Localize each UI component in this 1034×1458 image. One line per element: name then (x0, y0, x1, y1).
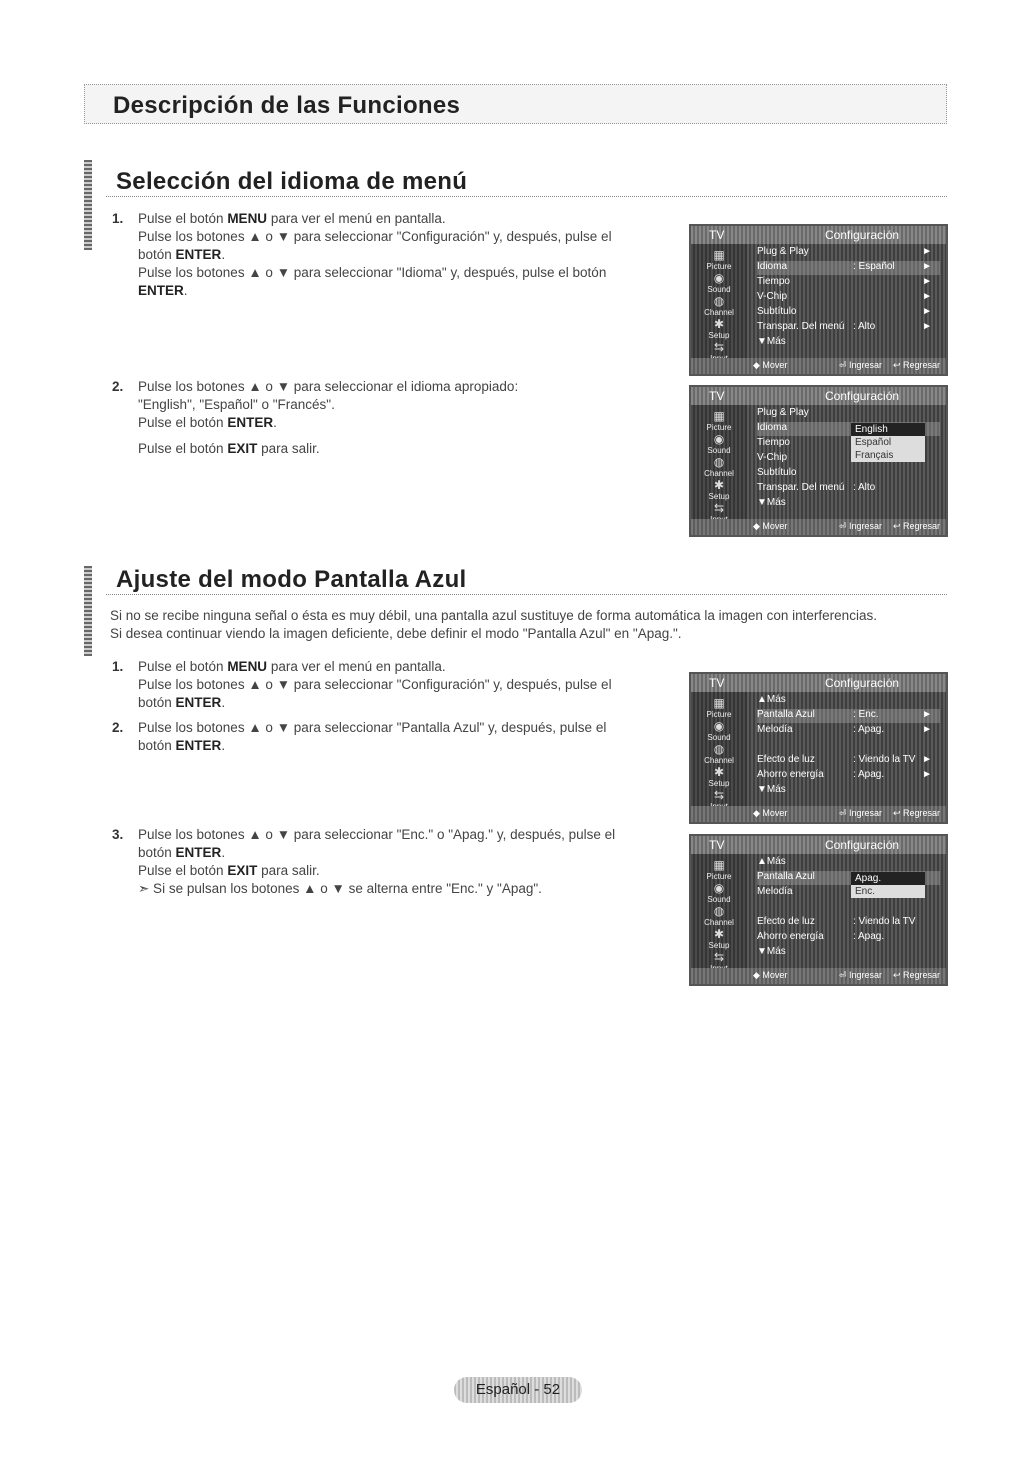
channel-icon: ◍ (713, 742, 725, 756)
tv-label: TV (709, 676, 725, 690)
arrow-right-icon: ► (922, 291, 932, 302)
step-text (138, 210, 612, 300)
tv-title-bar (691, 674, 946, 692)
tv-row-label: Subtítulo (757, 467, 797, 478)
channel-icon: ◍ (713, 294, 725, 308)
arrow-right-icon: ► (922, 321, 932, 332)
sound-icon: ◉ (713, 881, 725, 895)
text-line: Si no se recibe ninguna señal o ésta es muy débil, una pantalla azul sustituye de forma automática la imagen con interferencias. (110, 608, 877, 623)
tv-row-value: : Español (853, 261, 895, 272)
text-line: botón ENTER. (138, 845, 226, 860)
tv-title-bar (691, 226, 946, 244)
arrow-right-icon: ► (922, 724, 932, 735)
return-hint: ↩ Regresar (893, 360, 941, 370)
text-line: Pulse los botones ▲ o ▼ para seleccionar "Configuración" y, después, pulse el (138, 677, 612, 692)
text-line: Pulse el botón EXIT para salir. (138, 863, 320, 878)
tv-side-label: Sound (707, 733, 731, 742)
tv-menu-row (757, 291, 940, 305)
tv-row-label: Transpar. Del menú (757, 321, 845, 332)
step-2-idioma (112, 378, 672, 478)
tv-option: Enc. (855, 886, 876, 897)
tv-menu-row (757, 709, 940, 723)
tv-side-label: Channel (704, 308, 734, 317)
tv-menu-row (757, 482, 940, 496)
page-number-badge: Español - 52 (454, 1377, 582, 1403)
tv-row-label: Pantalla Azul (757, 871, 815, 882)
tv-menu-row (757, 497, 940, 511)
tv-row-value: : Apag. (853, 769, 885, 780)
tv-menu-row (757, 754, 940, 768)
step-text (138, 826, 615, 898)
sound-icon: ◉ (713, 432, 725, 446)
tv-menu-title: Configuración (825, 676, 900, 690)
text-line: Pulse el botón EXIT para salir. (138, 441, 320, 456)
step-2-azul (112, 719, 672, 759)
tv-side-menu (691, 692, 747, 806)
tv-title-bar (691, 387, 946, 405)
tv-row-label: Melodía (757, 886, 793, 897)
tv-row-value: : Alto (853, 321, 876, 332)
text-line: Pulse el botón MENU para ver el menú en pantalla. (138, 659, 446, 674)
return-hint: ↩ Regresar (893, 808, 941, 818)
tv-side-label: Sound (707, 446, 731, 455)
tv-menu-row (757, 916, 940, 930)
tv-row-label: Efecto de luz (757, 754, 815, 765)
tv-bottom-bar (691, 806, 946, 822)
text-line: botón ENTER. (138, 247, 226, 262)
tv-row-label: Ahorro energía (757, 931, 824, 942)
tv-row-label: ▼Más (757, 497, 786, 508)
tv-menu-title: Configuración (825, 389, 900, 403)
tv-menu-row (757, 694, 940, 708)
text-line: Si desea continuar viendo la imagen deficiente, debe definir el modo "Pantalla Azul" en "Apag.". (110, 626, 682, 641)
tv-option: Apag. (851, 872, 925, 885)
enter-hint: ⏎ Ingresar (839, 970, 883, 980)
tv-row-value: : Apag. (853, 931, 885, 942)
arrow-right-icon: ► (922, 261, 932, 272)
input-icon: ⇆ (713, 950, 725, 964)
input-icon: ⇆ (713, 788, 725, 802)
setup-icon: ✱ (713, 317, 725, 331)
sound-icon: ◉ (713, 271, 725, 285)
sound-icon: ◉ (713, 719, 725, 733)
tv-row-label: Melodía (757, 724, 793, 735)
tv-row-label: Tiempo (757, 437, 790, 448)
input-icon: ⇆ (713, 340, 725, 354)
tv-side-label: Sound (707, 895, 731, 904)
tv-menu-row (757, 306, 940, 320)
tv-option: Français (855, 450, 894, 461)
arrow-right-icon: ► (922, 306, 932, 317)
tv-menu-row (757, 246, 940, 260)
tv-row-label: Tiempo (757, 276, 790, 287)
move-hint: ◆ Mover (753, 808, 788, 818)
picture-icon: ▦ (713, 696, 725, 710)
tv-menu-row (757, 739, 940, 753)
text-line: Pulse el botón ENTER. (138, 415, 277, 430)
tv-option: English (851, 423, 925, 436)
tv-label: TV (709, 389, 725, 403)
tv-menu-row (757, 407, 940, 421)
tv-bottom-bar (691, 358, 946, 374)
tv-label: TV (709, 838, 725, 852)
text-line: "English", "Español" o "Francés". (138, 397, 335, 412)
text-line: Pulse el botón MENU para ver el menú en pantalla. (138, 211, 446, 226)
text-line: ENTER. (138, 283, 188, 298)
tv-option-popup (851, 423, 925, 462)
tv-menu-row (757, 946, 940, 960)
channel-icon: ◍ (713, 455, 725, 469)
move-hint: ◆ Mover (753, 360, 788, 370)
tv-side-label: Setup (708, 779, 730, 788)
step-1-azul (112, 658, 672, 718)
tv-menu-row (757, 931, 940, 945)
tv-row-value: : Viendo la TV (853, 754, 916, 765)
picture-icon: ▦ (713, 248, 725, 262)
step-text (138, 378, 518, 458)
tv-side-label: Channel (704, 756, 734, 765)
text-line: Pulse los botones ▲ o ▼ para seleccionar "Enc." o "Apag." y, después, pulse el (138, 827, 616, 842)
step-number: 3. (112, 827, 124, 842)
tv-side-label: Setup (708, 941, 730, 950)
step-1-idioma (112, 210, 672, 310)
return-hint: ↩ Regresar (893, 970, 941, 980)
tv-bottom-bar (691, 519, 946, 535)
tv-side-label: Picture (706, 710, 732, 719)
tv-side-menu (691, 244, 747, 358)
tv-option-popup (851, 872, 925, 898)
tv-row-label: Subtítulo (757, 306, 797, 317)
tv-row-value: : Alto (853, 482, 876, 493)
setup-icon: ✱ (713, 765, 725, 779)
tv-row-value: : Viendo la TV (853, 916, 916, 927)
move-hint: ◆ Mover (753, 970, 788, 980)
tv-row-label: Efecto de luz (757, 916, 815, 927)
section-marker (84, 566, 92, 656)
tv-row-label: Ahorro energía (757, 769, 824, 780)
tv-side-menu (691, 405, 747, 519)
tv-menu-row (757, 321, 940, 335)
tv-menu-screenshot (689, 834, 948, 986)
text-line: Pulse los botones ▲ o ▼ para seleccionar el idioma apropiado: (138, 379, 519, 394)
tv-side-label: Channel (704, 918, 734, 927)
tv-menu-row (757, 724, 940, 738)
arrow-right-icon: ► (922, 276, 932, 287)
enter-hint: ⏎ Ingresar (839, 521, 883, 531)
page-title: Descripción de las Funciones (113, 92, 461, 119)
arrow-right-icon: ► (922, 246, 932, 257)
enter-hint: ⏎ Ingresar (839, 360, 883, 370)
return-hint: ↩ Regresar (893, 521, 941, 531)
tv-side-label: Picture (706, 262, 732, 271)
tv-label: TV (709, 228, 725, 242)
tv-side-label: Setup (708, 492, 730, 501)
tv-row-value: : Enc. (853, 709, 879, 720)
tv-option: Español (855, 437, 892, 448)
tv-row-value: : Apag. (853, 724, 885, 735)
tv-menu-screenshot (689, 224, 948, 376)
tv-side-label: Picture (706, 423, 732, 432)
tv-title-bar (691, 836, 946, 854)
text-line: Pulse los botones ▲ o ▼ para seleccionar "Pantalla Azul" y, después, pulse el (138, 720, 607, 735)
tv-row-label: Plug & Play (757, 407, 809, 418)
text-line (138, 432, 518, 440)
tv-menu-title: Configuración (825, 228, 900, 242)
tv-row-label: ▼Más (757, 784, 786, 795)
text-line: ➣ Si se pulsan los botones ▲ o ▼ se alterna entre "Enc." y "Apag". (138, 881, 542, 896)
tv-menu-screenshot (689, 385, 948, 537)
move-hint: ◆ Mover (753, 521, 788, 531)
text-line: Pulse los botones ▲ o ▼ para seleccionar "Idioma" y, después, pulse el botón (138, 265, 607, 280)
step-number: 2. (112, 379, 124, 394)
tv-menu-row (757, 261, 940, 275)
tv-menu-row (757, 769, 940, 783)
page-header (84, 84, 947, 124)
tv-menu-row (757, 901, 940, 915)
tv-menu-row (757, 467, 940, 481)
step-3-azul (112, 826, 672, 916)
tv-side-label: Channel (704, 469, 734, 478)
tv-menu-row (757, 856, 940, 870)
tv-row-label: ▼Más (757, 946, 786, 957)
tv-menu-row (757, 784, 940, 798)
tv-side-label: Sound (707, 285, 731, 294)
tv-row-label: V-Chip (757, 452, 788, 463)
setup-icon: ✱ (713, 478, 725, 492)
tv-row-label: Idioma (757, 422, 788, 433)
arrow-right-icon: ► (922, 769, 932, 780)
tv-menu-row (757, 276, 940, 290)
section-divider (106, 594, 947, 595)
section-intro (110, 607, 950, 643)
channel-icon: ◍ (713, 904, 725, 918)
tv-menu-row (757, 336, 940, 350)
arrow-right-icon: ► (922, 754, 932, 765)
tv-row-label: Transpar. Del menú (757, 482, 845, 493)
arrow-right-icon: ► (922, 709, 932, 720)
setup-icon: ✱ (713, 927, 725, 941)
tv-side-label: Picture (706, 872, 732, 881)
tv-row-label: ▲Más (757, 694, 786, 705)
text-line: botón ENTER. (138, 738, 226, 753)
section-marker (84, 160, 92, 250)
section-divider (106, 196, 947, 197)
tv-row-label: V-Chip (757, 291, 788, 302)
tv-menu-title: Configuración (825, 838, 900, 852)
step-number: 1. (112, 659, 124, 674)
enter-hint: ⏎ Ingresar (839, 808, 883, 818)
section-title-idioma: Selección del idioma de menú (116, 168, 468, 195)
step-number: 2. (112, 720, 124, 735)
tv-side-menu (691, 854, 747, 968)
tv-row-label: ▼Más (757, 336, 786, 347)
input-icon: ⇆ (713, 501, 725, 515)
tv-row-label: Idioma (757, 261, 788, 272)
picture-icon: ▦ (713, 858, 725, 872)
tv-row-label: ▲Más (757, 856, 786, 867)
step-text (138, 719, 606, 755)
tv-row-label: Plug & Play (757, 246, 809, 257)
text-line: Pulse los botones ▲ o ▼ para seleccionar "Configuración" y, después, pulse el (138, 229, 612, 244)
tv-row-label: Pantalla Azul (757, 709, 815, 720)
text-line: botón ENTER. (138, 695, 226, 710)
step-text (138, 658, 612, 712)
picture-icon: ▦ (713, 409, 725, 423)
tv-side-label: Setup (708, 331, 730, 340)
tv-bottom-bar (691, 968, 946, 984)
tv-menu-screenshot (689, 672, 948, 824)
section-title-pantalla-azul: Ajuste del modo Pantalla Azul (116, 566, 467, 593)
step-number: 1. (112, 211, 124, 226)
